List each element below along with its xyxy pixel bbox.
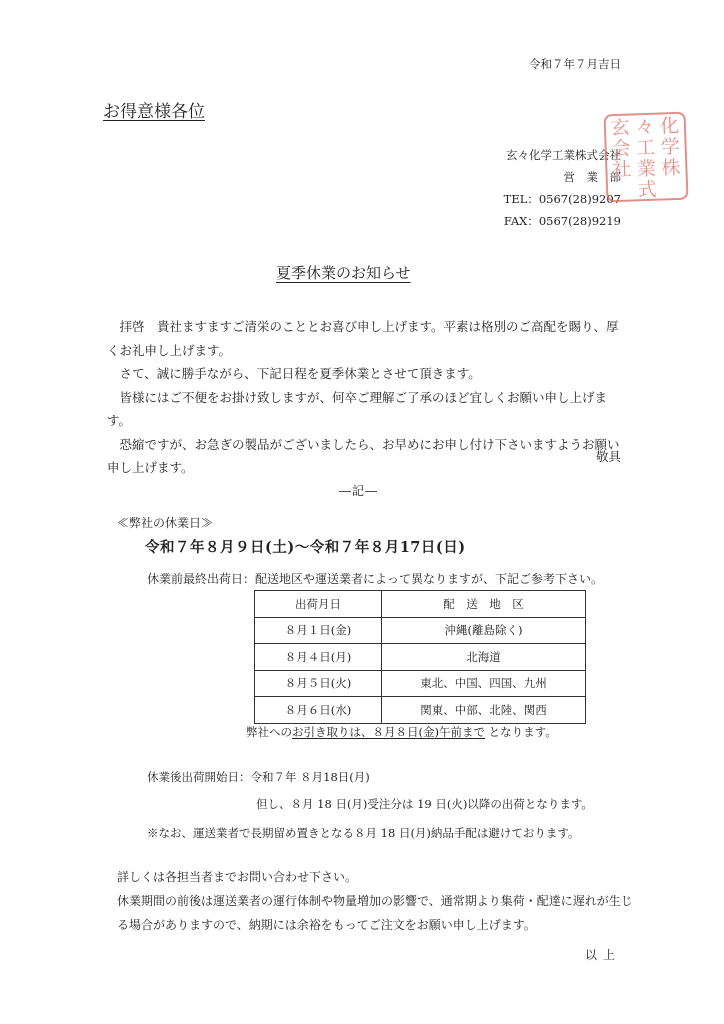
seal-character: 社 (611, 158, 632, 182)
shipping-table (254, 590, 586, 724)
table-row (255, 644, 586, 671)
pickup-note (246, 724, 557, 740)
region-cell: 沖縄(離島除く) (382, 617, 586, 644)
holiday-heading: ≪弊社の休業日≫ (117, 516, 214, 530)
holiday-period: 令和７年８月９日(土)～令和７年８月17日(日) (145, 539, 466, 556)
region-cell: 東北、中国、四国、九州 (382, 670, 586, 697)
department: 営 業 部 (563, 170, 621, 184)
seal-character: 式 (637, 178, 658, 202)
issue-date: 令和７年７月吉日 (529, 57, 621, 71)
region-cell: 関東、中部、北陸、関西 (382, 697, 586, 724)
table-header-row (255, 591, 586, 618)
seal-character (610, 180, 635, 202)
table-row (255, 697, 586, 724)
seal-character: 玄 (610, 116, 631, 140)
seal-character (659, 179, 684, 201)
table-row (255, 670, 586, 697)
seal-character: 工 (635, 136, 656, 160)
table-row (255, 617, 586, 644)
company-name: 玄々化学工業株式会社 (506, 148, 621, 162)
paragraph-apology: 皆様にはご不便をお掛け致しますが、何卒ご理解ご了承のほど宜しくお願い申し上げます。 (107, 389, 608, 428)
column-header: 配 送 地 区 (382, 591, 586, 618)
last-ship-label: 休業前最終出荷日：配送地区や運送業者によって異なりますが、下記ご参考下さい。 (147, 572, 604, 586)
keigu: 敬具 (595, 449, 621, 464)
column-header: 出荷月日 (255, 591, 382, 618)
seal-character: 株 (661, 156, 681, 180)
seal-character: 化 (659, 114, 680, 138)
closing-contact: 詳しくは各担当者までお問い合わせ下さい。 (117, 870, 358, 884)
resume-note: 但し、８月 18 日(月)受注分は 19 日(火)以降の出荷となります。 (256, 797, 593, 811)
pickup-deadline: お引き取りは、８月８日(金)午前まで (292, 725, 485, 739)
region-cell: 北海道 (382, 644, 586, 671)
delivery-notice: ※なお、運送業者で長期留め置きとなる８月 18 日(月)納品手配は避けております。 (147, 826, 580, 840)
seal-character: 業 (636, 157, 657, 181)
paragraph-request: 恐縮ですが、お急ぎの製品がございましたら、お早めにお申し付け下さいますようお願い申し上げます。 (107, 436, 620, 475)
sender-block (504, 144, 621, 232)
resume-date: 休業後出荷開始日：令和７年 ８月18日(月) (147, 770, 370, 784)
seal-character: 々 (635, 115, 655, 139)
ship-date-cell: ８月１日(金) (255, 617, 382, 644)
fax: FAX：0567(28)9219 (503, 214, 621, 228)
document-title: 夏季休業のお知らせ (276, 264, 411, 282)
ship-date-cell: ８月６日(水) (255, 697, 382, 724)
closing-delay-note: 休業期間の前後は運送業者の運行体制や物量増加の影響で、通常期より集荷・配達に遅れが生じる場合がありますので、納期には余裕をもってご注文をお願い申し上げます。 (117, 894, 633, 932)
ki-marker: ―記― (339, 484, 379, 498)
ship-date-cell: ８月４日(月) (255, 644, 382, 671)
seal-character: 学 (660, 135, 681, 159)
addressee: お得意様各位 (103, 102, 205, 122)
pickup-suffix: となります。 (488, 725, 557, 739)
seal-character: 会 (611, 137, 631, 161)
ijo-end-mark: 以上 (584, 948, 621, 962)
paragraph-greeting: 拝啓 貴社ますますご清栄のこととお喜び申し上げます。平素は格別のご高配を賜り、厚くお礼申し上げます。 (107, 319, 619, 358)
tel: TEL：0567(28)9207 (503, 192, 621, 206)
company-seal (603, 112, 688, 203)
ship-date-cell: ８月５日(火) (255, 670, 382, 697)
letter-body (107, 315, 627, 480)
paragraph-announcement: さて、誠に勝手ながら、下記日程を夏季休業とさせて頂きます。 (107, 366, 481, 381)
closing-text (117, 865, 637, 937)
pickup-prefix: 弊社への (246, 725, 292, 739)
